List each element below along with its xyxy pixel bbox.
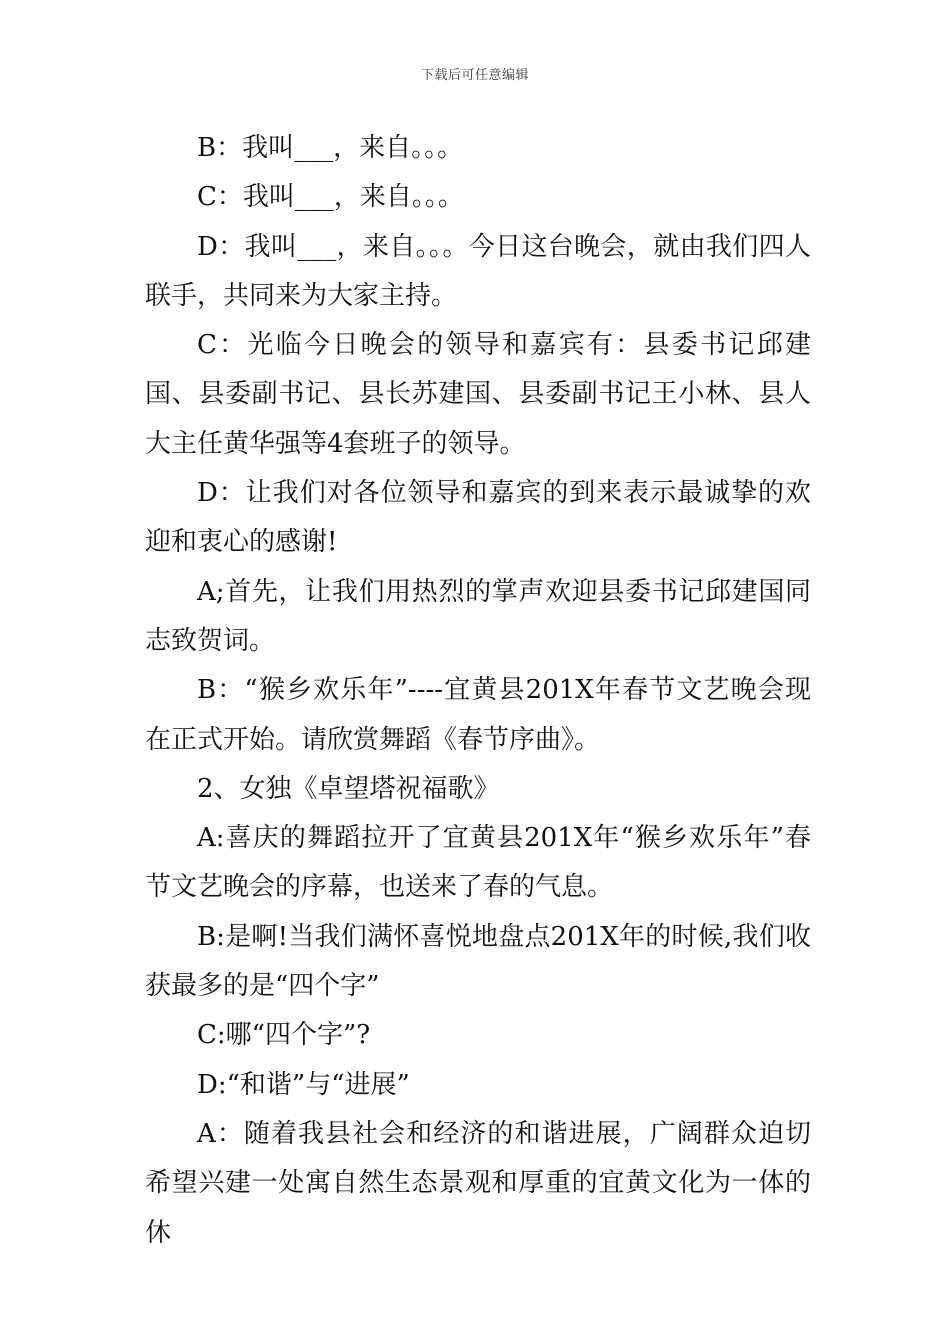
paragraph-a-development: A：随着我县社会和经济的和谐进展，广阔群众迫切希望兴建一处寓自然生态景观和厚重的宜黄文化为一体的休: [145, 1118, 811, 1248]
paragraph-program-item: 2、女独《卓望塔祝福歌》: [197, 773, 500, 804]
paragraph-b-intro: B：我叫___，来自。。。: [197, 133, 464, 163]
paragraph-a-greeting: A;首先，让我们用热烈的掌声欢迎县委书记邱建国同志致贺词。: [145, 576, 811, 656]
paragraph-c-question: C:哪“四个字”?: [197, 1020, 371, 1051]
page-header: 下载后可任意编辑: [420, 68, 529, 83]
paragraph-a-prelude: A:喜庆的舞蹈拉开了宜黄县201X年“猴乡欢乐年”春节文艺晚会的序幕，也送来了春的气息。: [145, 823, 811, 903]
paragraph-b-harvest: B:是啊!当我们满怀喜悦地盘点201X年的时候,我们收获最多的是“四个字”: [145, 921, 811, 1002]
paragraph-d-welcome: D：让我们对各位领导和嘉宾的到来表示最诚挚的欢迎和衷心的感谢!: [145, 478, 811, 558]
paragraph-b-opening: B：“猴乡欢乐年”----宜黄县201X年春节文艺晚会现在正式开始。请欣赏舞蹈《春节序曲》。: [145, 675, 811, 755]
paragraph-d-intro: D：我叫___，来自。。。今日这台晚会，就由我们四人联手，共同来为大家主持。: [145, 231, 811, 311]
document-body: [145, 124, 811, 1258]
paragraph-c-intro: C：我叫___，来自。。。: [197, 182, 464, 213]
paragraph-d-answer: D:“和谐”与“进展”: [197, 1069, 410, 1100]
paragraph-c-guests: C：光临今日晚会的领导和嘉宾有：县委书记邱建国、县委副书记、县长苏建国、县委副书记王小林、县人大主任黄华强等4套班子的领导。: [145, 330, 811, 459]
